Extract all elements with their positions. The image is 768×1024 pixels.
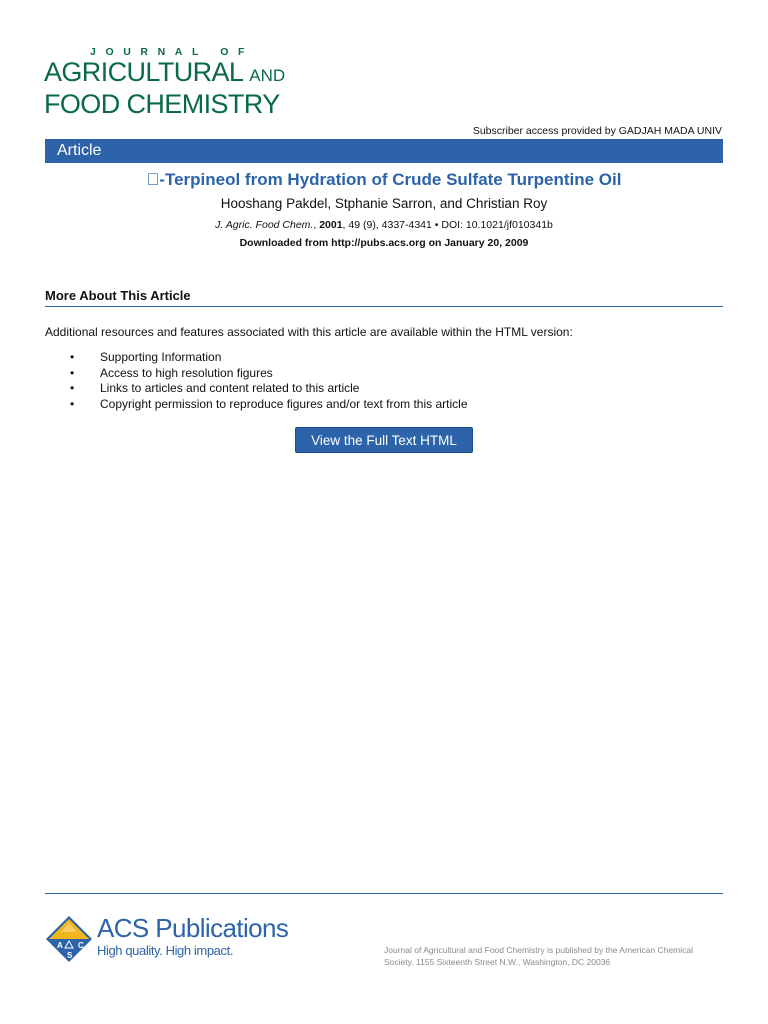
feature-item-copyright-permission (45, 397, 468, 413)
feature-label: Supporting Information (100, 350, 222, 364)
more-about-heading: More About This Article (45, 288, 723, 307)
footer-divider (45, 893, 723, 894)
journal-logo-and: AND (249, 66, 286, 85)
acs-publications-name: ACS Publications (97, 913, 289, 943)
feature-item-related-links (45, 381, 468, 397)
journal-logo (44, 46, 284, 118)
article-citation (0, 219, 768, 231)
publisher-note (384, 944, 714, 968)
acs-publications-logo[interactable] (44, 912, 294, 968)
acs-diamond-icon (44, 914, 94, 964)
acs-icon-letter-c: C (78, 941, 84, 950)
citation-year: 2001 (319, 219, 343, 231)
download-note: Downloaded from http://pubs.acs.org on January 20, 2009 (239, 237, 529, 249)
acs-icon-letter-a: A (57, 941, 63, 950)
feature-label: Copyright permission to reproduce figures and/or text from this article (100, 396, 468, 411)
bullet: • (70, 350, 75, 364)
bullet: • (70, 396, 75, 411)
citation-separator: , (313, 219, 320, 231)
feature-item-supporting-information (45, 350, 468, 366)
feature-label: Links to articles and content related to this article (100, 381, 360, 396)
article-type-label: Article (57, 142, 102, 159)
bullet: • (70, 381, 75, 396)
more-about-intro: Additional resources and features associated with this article are available within the HTML version: (45, 325, 573, 339)
citation-details: , 49 (9), 4337-4341 • DOI: 10.1021/jf010341b (342, 219, 553, 231)
view-full-text-html-button[interactable]: View the Full Text HTML (295, 427, 473, 453)
article-title[interactable]:  -Terpineol from Hydration of Crude Sulfate Turpentine Oil (146, 170, 622, 189)
article-type-bar (45, 139, 723, 163)
journal-logo-agricultural (44, 58, 284, 90)
journal-logo-agricultural-word: AGRICULTURAL (44, 57, 243, 87)
journal-logo-journal-of: JOURNAL OF (90, 46, 255, 58)
bullet: • (70, 365, 75, 380)
feature-label: Access to high resolution figures (100, 365, 273, 380)
acs-tagline: High quality. High impact. (97, 943, 234, 958)
feature-list (45, 350, 468, 412)
publisher-line-2: Society. 1155 Sixteenth Street N.W., Washington, DC 20036 (384, 957, 611, 967)
article-authors: Hooshang Pakdel, Stphanie Sarron, and Christian Roy (220, 196, 548, 211)
acs-icon-letter-s: S (67, 951, 73, 960)
citation-journal: J. Agric. Food Chem. (215, 219, 314, 231)
journal-logo-food-chemistry: FOOD CHEMISTRY (44, 89, 280, 119)
feature-item-high-resolution-figures (45, 366, 468, 382)
subscriber-access-note: Subscriber access provided by GADJAH MADA UNIV (472, 125, 722, 137)
publisher-line-1: Journal of Agricultural and Food Chemistry is published by the American Chemical (384, 945, 693, 955)
